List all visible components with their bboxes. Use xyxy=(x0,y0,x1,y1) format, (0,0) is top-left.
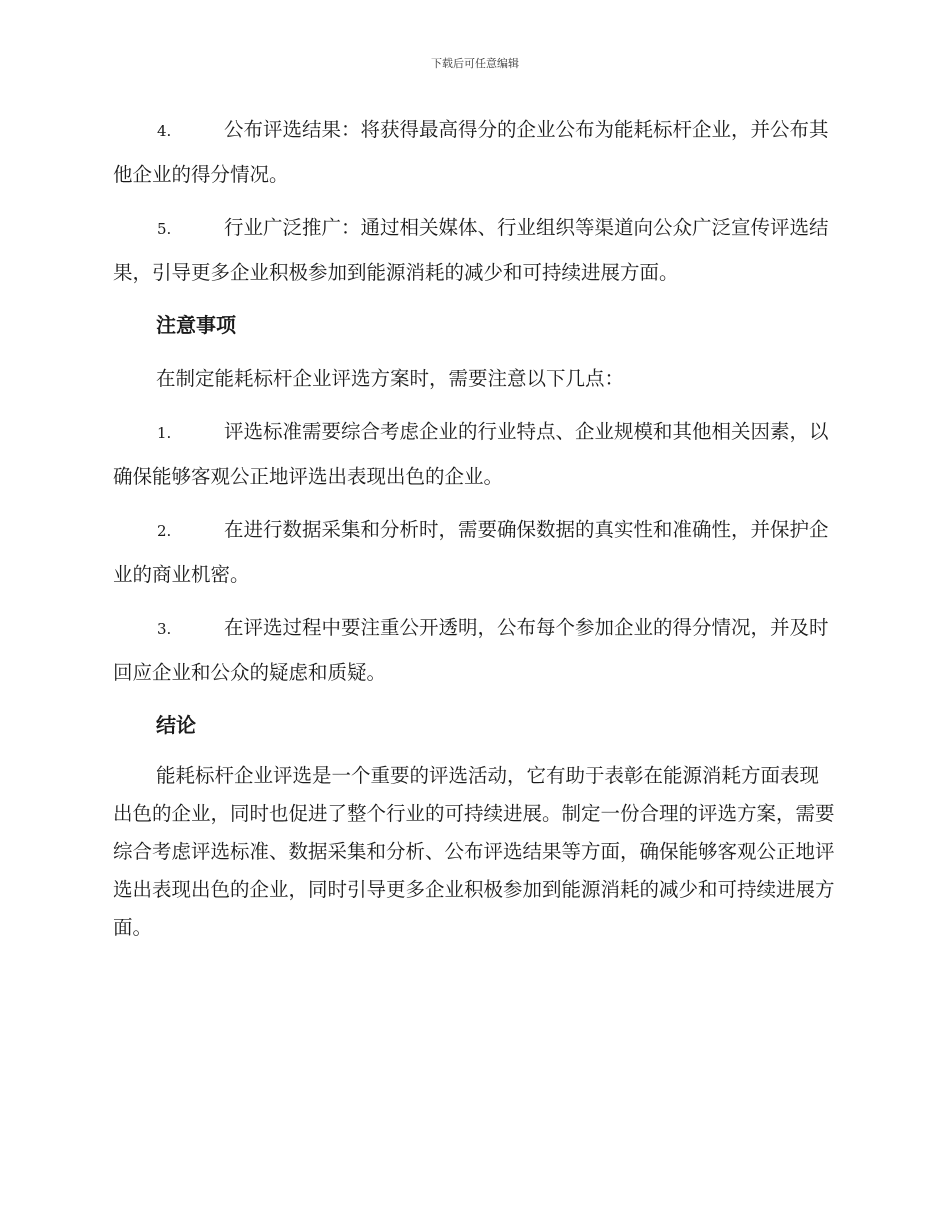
list-number: 4. xyxy=(157,122,172,140)
list-item-text: 在进行数据采集和分析时，需要确保数据的真实性和准确性，并保护企业的商业机密。 xyxy=(113,518,829,586)
list-item-1 xyxy=(113,410,835,498)
list-item-4 xyxy=(113,108,835,196)
document-body xyxy=(113,108,835,947)
list-item-3 xyxy=(113,606,835,694)
list-item-5 xyxy=(113,206,835,294)
notes-intro: 在制定能耗标杆企业评选方案时，需要注意以下几点： xyxy=(156,367,625,390)
list-number: 3. xyxy=(157,620,172,638)
section-heading-notes: 注意事项 xyxy=(156,313,236,337)
list-item-text: 行业广泛推广：通过相关媒体、行业组织等渠道向公众广泛宣传评选结果，引导更多企业积极参加到能源消耗的减少和可持续进展方面。 xyxy=(113,216,829,284)
conclusion-paragraph: 能耗标杆企业评选是一个重要的评选活动，它有助于表彰在能源消耗方面表现出色的企业，同时也促进了整个行业的可持续进展。制定一份合理的评选方案，需要综合考虑评选标准、数据采集和分析、公布评选结果等方面，确保能够客观公正地评选出表现出色的企业，同时引导更多企业积极参加到能源消耗的减少和可持续进展方面。 xyxy=(113,764,835,939)
list-number: 1. xyxy=(157,424,172,442)
header-note: 下载后可任意编辑 xyxy=(431,57,519,70)
list-item-text: 评选标准需要综合考虑企业的行业特点、企业规模和其他相关因素，以确保能够客观公正地评选出表现出色的企业。 xyxy=(113,420,829,488)
list-item-text: 公布评选结果：将获得最高得分的企业公布为能耗标杆企业，并公布其他企业的得分情况。 xyxy=(113,118,829,186)
list-number: 2. xyxy=(157,522,172,540)
list-number: 5. xyxy=(157,220,172,238)
list-item-2 xyxy=(113,508,835,596)
list-item-text: 在评选过程中要注重公开透明，公布每个参加企业的得分情况，并及时回应企业和公众的疑虑和质疑。 xyxy=(113,616,829,684)
section-heading-conclusion: 结论 xyxy=(156,713,196,737)
